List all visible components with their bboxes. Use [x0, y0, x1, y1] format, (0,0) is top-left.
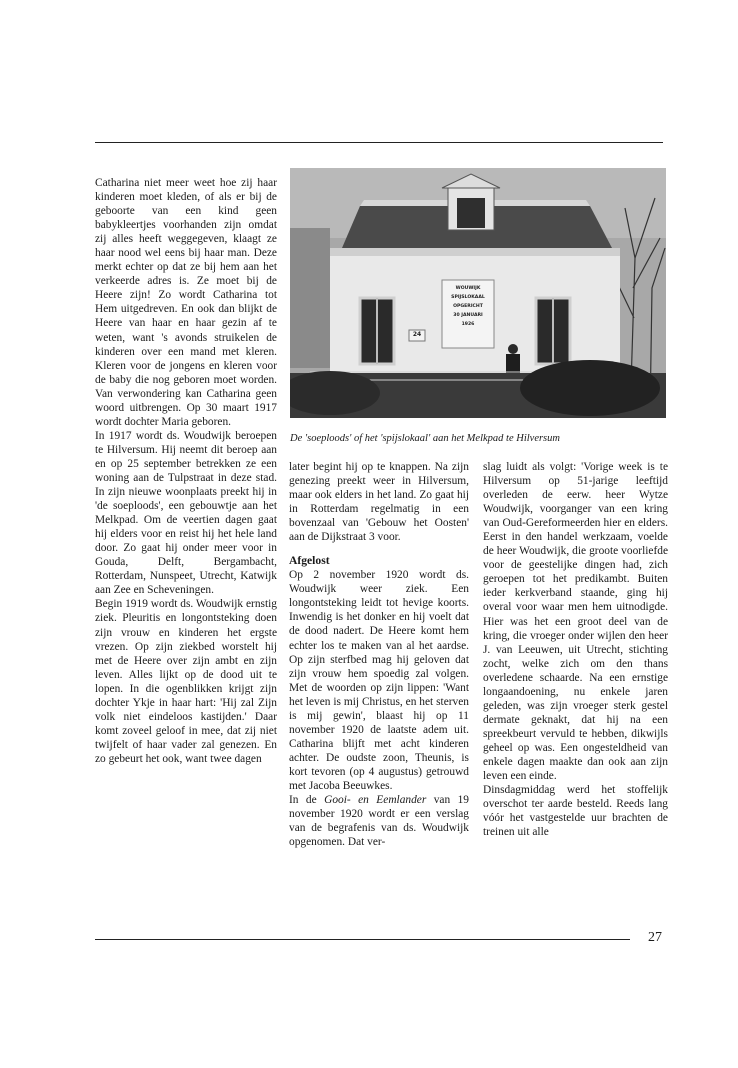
- newspaper-title: Gooi- en Eemlander: [324, 794, 427, 807]
- middle-paragraph-1: Op 2 november 1920 wordt ds. Woudwijk weer ziek. Een longontsteking leidt tot hevige koorts. Inwendig is het donker en hij voelt dat de dood nadert. De Heere komt hem echter los te maken van al het aardse. Op zijn sterfbed mag hij geloven dat zijn vrouw hem spoedig zal volgen. Met de woorden op zijn lippen: 'Want het leven is mij Christus, en het sterven is mij gewin', blaast hij op 11 november 1920 de laatste adem uit. Catharina blijft met acht kinderen achter. De oudste zoon, Theunis, is kort tevoren (op 4 augustus) getrouwd met Jacoba Beeuwkes.: [289, 569, 469, 792]
- sign-line-5: 1926: [461, 322, 475, 327]
- sign-line-4: 30 JANUARI: [453, 313, 483, 318]
- left-paragraph-3: Begin 1919 wordt ds. Woudwijk ernstig ziek. Pleuritis en longontsteking doen zijn vrouw en kinderen het ergste vrezen. Op zijn ziekbed worstelt hij met de Heere over zijn ambt en zijn leven. Alles lijkt op de dood uit te lopen. In die ogenblikken krijgt zijn dochter Ykje in haar hart: 'Hij zal Zijn volk niet eindeloos kastijden.' Daar komt zoveel geloof in mee, dat zij niet twijfelt of haar vader zal genezen. En zo gebeurt het ook, want twee dagen: [95, 598, 277, 765]
- right-paragraph-2: Dinsdagmiddag werd het stoffelijk overschot ter aarde besteld. Reeds lang vóór het vastgestelde uur brachten de treinen uit alle: [483, 784, 668, 839]
- house-number: 24: [412, 331, 422, 338]
- middle-column: [289, 460, 469, 849]
- sign-line-2: SPIJSLOKAAL: [451, 295, 485, 300]
- left-column: [95, 176, 277, 766]
- bottom-rule: [95, 939, 630, 940]
- middle-intro: later begint hij op te knappen. Na zijn genezing preekt weer in Hilversum, maar ook elders in het land. Zo gaat hij in Rotterdam regelmatig in een bovenzaal van 'Gebouw het Oosten' aan de Dijkstraat 3 voor.: [289, 461, 469, 544]
- middle-paragraph-2: [289, 793, 469, 849]
- right-column: [483, 460, 668, 839]
- photo-caption: De 'soeploods' of het 'spijslokaal' aan het Melkpad te Hilversum: [290, 433, 560, 444]
- sign-text: [442, 284, 494, 329]
- top-rule: [95, 142, 663, 143]
- sign-line-1: WOUWIJK: [455, 286, 481, 291]
- page-number: 27: [648, 930, 662, 945]
- house-photo: [290, 168, 666, 418]
- middle-p2-start: In de: [289, 794, 325, 807]
- middle-p2-end: van 19 november 1920 wordt er een verslag van de begrafenis van ds. Woudwijk opgenomen. Dat ver-: [289, 794, 469, 849]
- right-paragraph-1: slag luidt als volgt: 'Vorige week is te Hilversum op 51-jarige leeftijd overleden de eerw. heer Wytze Woudwijk, voorganger van een kring van Oud-Gereformeerden hier en elders. Eerst in den handel werkzaam, voelde de heer Woudwijk, die groote voorliefde voor de geestelijke dingen had, zich geroepen tot het predikambt. Buiten ieder kerkverband staande, ging hij overal voor waar men hem uitnodigde. Hier was het een groot deel van de kring, die vroeger onder wijlen den heer J. van Leeuwen, uit Utrecht, stichting zocht, welke zich om den thans overledene schaarde. Na een ernstige longaandoening, nu enkele jaren geleden, was zijn vroeger sterk gestel dermate geknakt, dat hij na een spreekbeurt vervuld te hebben, dikwijls geheel op was. Een ongesteldheid van enkele dagen maakte dan ook aan zijn leven een einde.: [483, 461, 668, 783]
- section-heading: Afgelost: [289, 554, 330, 568]
- left-paragraph-1: Catharina niet meer weet hoe zij haar kinderen moet kleden, of als er bij de geboorte van een kind geen babykleertjes voorhanden zijn omdat zij alles heeft weggegeven, klaagt ze haar nood wel eens bij haar man. Deze merkt echter op dat ze bij hem aan het verkeerde adres is. Ze moet bij de Heere zijn! Zo wordt Catharina tot Hem uitgedreven. En ook dan blijkt de Heere van haar en haar gezin af te weten, want 's avonds struikelen de kinderen over een mand met kleren. Kleren voor de jongens en kleren voor de baby die nog geboren moet worden. Van verwondering kan Catharina geen woord uitbrengen. Op 30 maart 1917 wordt dochter Maria geboren.: [95, 177, 277, 428]
- sign-line-3: OPGERICHT: [453, 304, 483, 309]
- left-paragraph-2: In 1917 wordt ds. Woudwijk beroepen te Hilversum. Hij neemt dit beroep aan en op 25 september betrekken ze een woning aan de Tulpstraat in deze stad. In zijn nieuwe woonplaats preekt hij in 'de soeploods', een gebouwtje aan het Melkpad. Om de veertien dagen gaat hij elders voor en reist hij het hele land door. Zo gaat hij onder meer voor in Gouda, Delft, Bergambacht, Rotterdam, Nunspeet, Utrecht, Katwijk aan Zee en Scheveningen.: [95, 429, 277, 597]
